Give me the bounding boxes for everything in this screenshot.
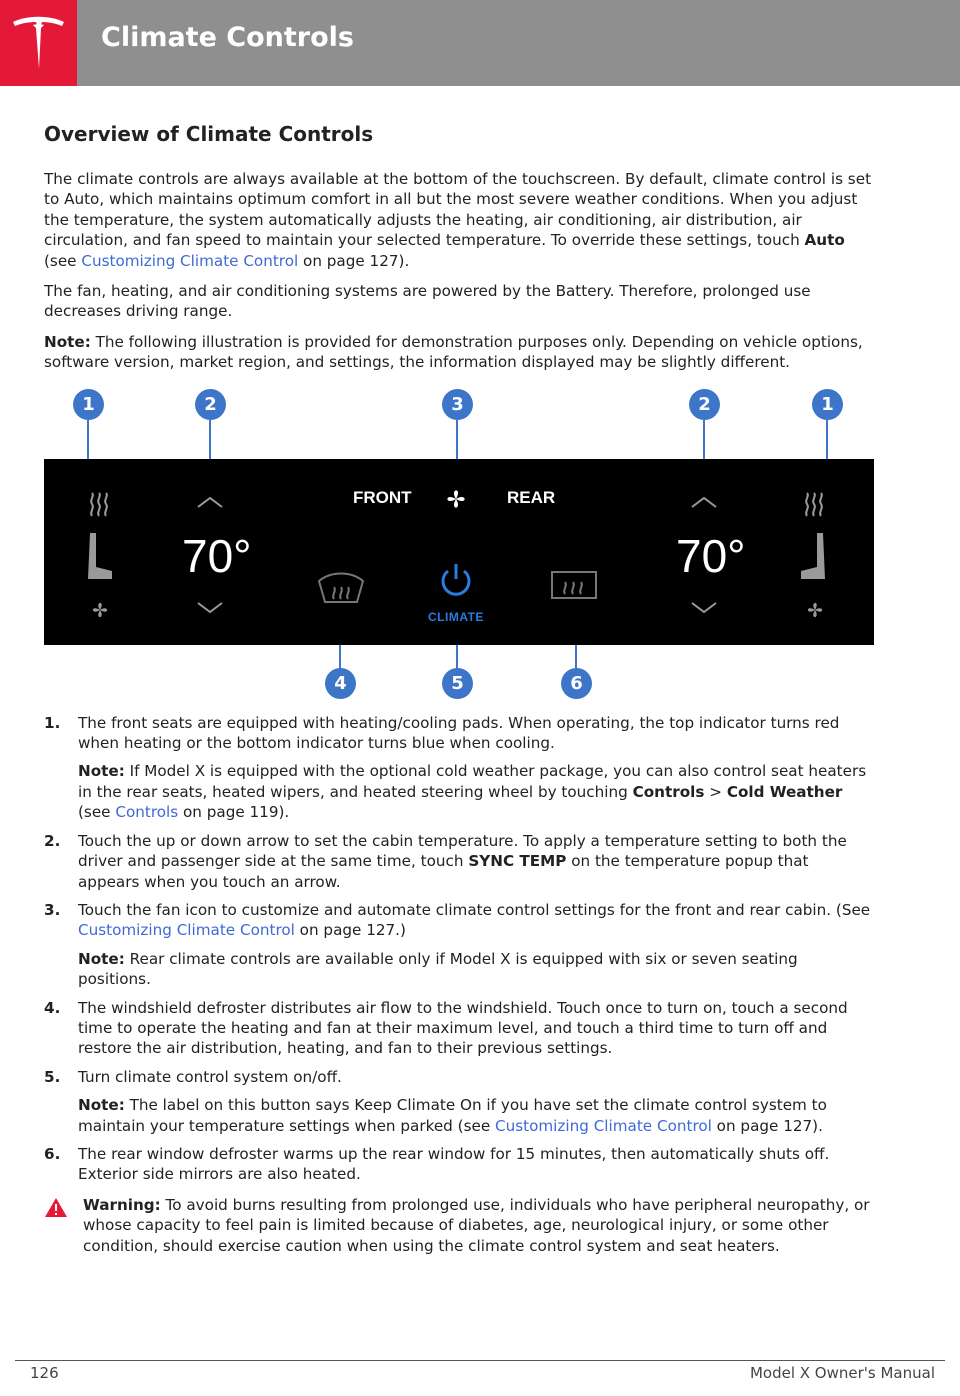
seat-heater-left-icon[interactable] xyxy=(88,492,110,518)
fan-icon[interactable] xyxy=(443,486,469,512)
rear-label[interactable]: REAR xyxy=(507,487,556,507)
power-icon[interactable] xyxy=(439,562,473,598)
list-item: 3. Touch the fan icon to customize and automate climate control settings for the front and rear cabin. (See Customizing Climate Control on page 127.) Note: Rear climate controls are available only if Model X is equipped with six or seven seating positions. xyxy=(44,900,871,989)
customizing-link[interactable]: Customizing Climate Control xyxy=(495,1116,712,1135)
seat-right-icon[interactable] xyxy=(799,531,829,581)
callout-list xyxy=(44,713,874,1185)
intro-paragraph: The climate controls are always available at the bottom of the touchscreen. By default, climate control is set to Auto, which maintains optimum comfort in all but the most severe weather conditions. When you adjust the temperature, the system automatically adjusts the heating, air conditioning, air distribution, air circulation, and fan speed to maintain your selected temperature. To override these settings, touch Auto (see Customizing Climate Control on page 127). xyxy=(44,170,872,270)
climate-illustration xyxy=(44,389,874,699)
seat-fan-right-icon[interactable] xyxy=(804,599,826,621)
leader-line xyxy=(339,645,341,669)
controls-link[interactable]: Controls xyxy=(115,803,179,822)
rear-defrost-icon[interactable] xyxy=(549,569,599,603)
leader-line xyxy=(575,645,577,669)
callout-3: 3 xyxy=(442,389,473,420)
list-item: 1. The front seats are equipped with heating/cooling pads. When operating, the top indicator turns red when heating or the bottom indicator turns blue when cooling. Note: If Model X is equipped with the optional cold weather package, you can also control seat heaters in the rear seats, heated wipers, and heated steering wheel by touching Controls > Cold Weather (see Controls on page 119). xyxy=(44,713,867,822)
tesla-t-icon xyxy=(11,14,66,72)
leader-line xyxy=(456,645,458,669)
left-temperature[interactable]: 70° xyxy=(182,529,252,582)
manual-title: Model X Owner's Manual xyxy=(749,1364,935,1382)
footer-divider xyxy=(15,1360,945,1361)
seat-left-icon[interactable] xyxy=(84,531,114,581)
temp-up-left-icon[interactable] xyxy=(196,495,224,509)
main-content xyxy=(44,122,874,1256)
callout-1-right: 1 xyxy=(812,389,843,420)
list-item: 2. Touch the up or down arrow to set the cabin temperature. To apply a temperature setting to both the driver and passenger side at the same time, touch SYNC TEMP on the temperature popup that appears when you touch an arrow. xyxy=(44,831,847,891)
list-item: 4. The windshield defroster distributes air flow to the windshield. Touch once to turn on, touch a second time to operate the heating and fan at their maximum level, and touch a third time to turn off and restore the air distribution, heating, and fan to their previous settings. xyxy=(44,998,848,1058)
temp-down-right-icon[interactable] xyxy=(690,601,718,615)
page-number: 126 xyxy=(30,1364,59,1382)
leader-line xyxy=(456,420,458,459)
leader-line xyxy=(826,420,828,459)
callout-6: 6 xyxy=(561,668,592,699)
illustration-note: Note: The following illustration is provided for demonstration purposes only. Depending on vehicle options, software version, market region, and settings, the information displayed may be slightly different. xyxy=(44,332,863,372)
section-title: Overview of Climate Controls xyxy=(44,122,374,146)
page-title: Climate Controls xyxy=(101,22,354,53)
climate-panel xyxy=(44,459,874,645)
tesla-logo xyxy=(0,0,77,86)
customizing-link[interactable]: Customizing Climate Control xyxy=(78,921,295,940)
leader-line xyxy=(87,420,89,459)
right-temperature[interactable]: 70° xyxy=(676,529,746,582)
seat-heater-right-icon[interactable] xyxy=(803,492,825,518)
seat-fan-left-icon[interactable] xyxy=(89,599,111,621)
leader-line xyxy=(209,420,211,459)
front-defrost-icon[interactable] xyxy=(316,569,366,605)
callout-1-left: 1 xyxy=(73,389,104,420)
warning-icon xyxy=(44,1197,68,1218)
callout-5: 5 xyxy=(442,668,473,699)
temp-up-right-icon[interactable] xyxy=(690,495,718,509)
leader-line xyxy=(703,420,705,459)
callout-2-right: 2 xyxy=(689,389,720,420)
climate-button-label[interactable]: CLIMATE xyxy=(428,609,484,624)
callout-2-left: 2 xyxy=(195,389,226,420)
list-item: 6. The rear window defroster warms up the rear window for 15 minutes, then automatically shuts off. Exterior side mirrors are also heated. xyxy=(44,1144,830,1184)
page-header xyxy=(0,0,960,86)
list-item: 5. Turn climate control system on/off. Note: The label on this button says Keep Climate On if you have set the climate control system to maintain your temperature settings when parked (see Customizing Climate Control on page 127). xyxy=(44,1067,827,1135)
warning-block: Warning: To avoid burns resulting from prolonged use, individuals who have peripheral neuropathy, or whose capacity to feel pain is limited because of diabetes, age, neurological injury, or some other condition, should exercise caution when using the climate control system and seat heaters. xyxy=(44,1195,874,1256)
customizing-link[interactable]: Customizing Climate Control xyxy=(81,251,299,270)
callout-4: 4 xyxy=(325,668,356,699)
temp-down-left-icon[interactable] xyxy=(196,601,224,615)
battery-paragraph: The fan, heating, and air conditioning systems are powered by the Battery. Therefore, prolonged use decreases driving range. xyxy=(44,282,811,321)
front-label[interactable]: FRONT xyxy=(353,487,412,507)
